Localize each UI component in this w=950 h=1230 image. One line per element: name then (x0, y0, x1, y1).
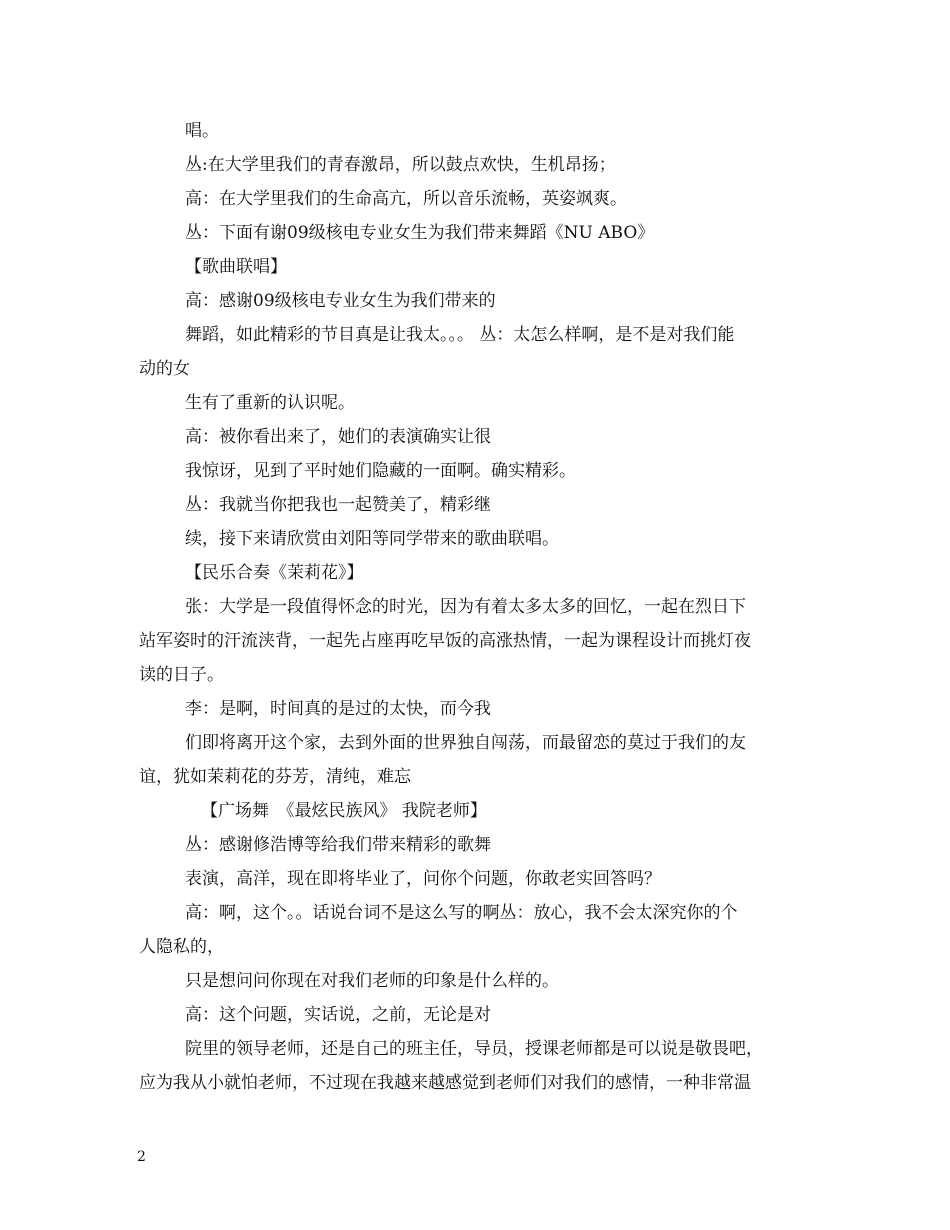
text-line: 续，接下来请欣赏由刘阳等同学带来的歌曲联唱。 (185, 529, 559, 549)
text-line: 【民乐合奏《茉莉花》】 (185, 563, 364, 583)
text-line: 丛：下面有谢09级核电专业女生为我们带来舞蹈《NU ABO》 (185, 223, 655, 243)
text-line: 应为我从小就怕老师，不过现在我越来越感觉到老师们对我们的感情，一种非常温 (139, 1073, 751, 1093)
text-line: 张：大学是一段值得怀念的时光，因为有着太多太多的回忆，一起在烈日下 (185, 597, 746, 617)
text-line: 高：在大学里我们的生命高亢，所以音乐流畅，英姿飒爽。 (185, 189, 627, 209)
text-line: 谊，犹如茉莉花的芬芳，清纯，难忘 (139, 767, 411, 787)
text-line: 高：被你看出来了，她们的表演确实让很 (185, 427, 491, 447)
text-line: 【广场舞 《最炫民族风》 我院老师】 (201, 801, 487, 821)
text-line: 高：啊，这个。。话说台词不是这么写的啊丛：放心，我不会太深究你的个 (185, 903, 738, 923)
text-line: 读的日子。 (139, 665, 224, 685)
text-line: 高：这个问题，实话说，之前，无论是对 (185, 1005, 491, 1025)
text-line: 唱。 (185, 121, 219, 141)
body-text (139, 114, 819, 1100)
text-line: 丛:在大学里我们的青春激昂，所以鼓点欢快，生机昂扬； (185, 155, 616, 175)
text-line: 生有了重新的认识呢。 (185, 393, 355, 413)
text-line: 【歌曲联唱】 (185, 257, 287, 277)
text-line: 表演，高洋，现在即将毕业了，问你个问题，你敢老实回答吗？ (185, 869, 661, 889)
text-line: 丛：我就当你把我也一起赞美了，精彩继 (185, 495, 491, 515)
text-line: 院里的领导老师，还是自己的班主任，导员，授课老师都是可以说是敬畏吧， (185, 1039, 763, 1059)
text-line: 站军姿时的汗流浃背，一起先占座再吃早饭的高涨热情，一起为课程设计而挑灯夜 (139, 631, 751, 651)
text-line: 只是想问问你现在对我们老师的印象是什么样的。 (185, 971, 559, 991)
page-number: 2 (137, 1149, 146, 1165)
text-line: 舞蹈，如此精彩的节目真是让我太。。。 丛：太怎么样啊，是不是对我们能 (185, 325, 735, 345)
text-line: 们即将离开这个家，去到外面的世界独自闯荡，而最留恋的莫过于我们的友 (185, 733, 746, 753)
text-line: 丛：感谢修浩博等给我们带来精彩的歌舞 (185, 835, 491, 855)
text-line: 高：感谢09级核电专业女生为我们带来的 (185, 291, 496, 311)
text-line: 人隐私的， (139, 937, 224, 957)
text-line: 我惊讶，见到了平时她们隐藏的一面啊。确实精彩。 (185, 461, 576, 481)
text-line: 李：是啊，时间真的是过的太快，而今我 (185, 699, 491, 719)
text-line: 动的女 (139, 359, 190, 379)
